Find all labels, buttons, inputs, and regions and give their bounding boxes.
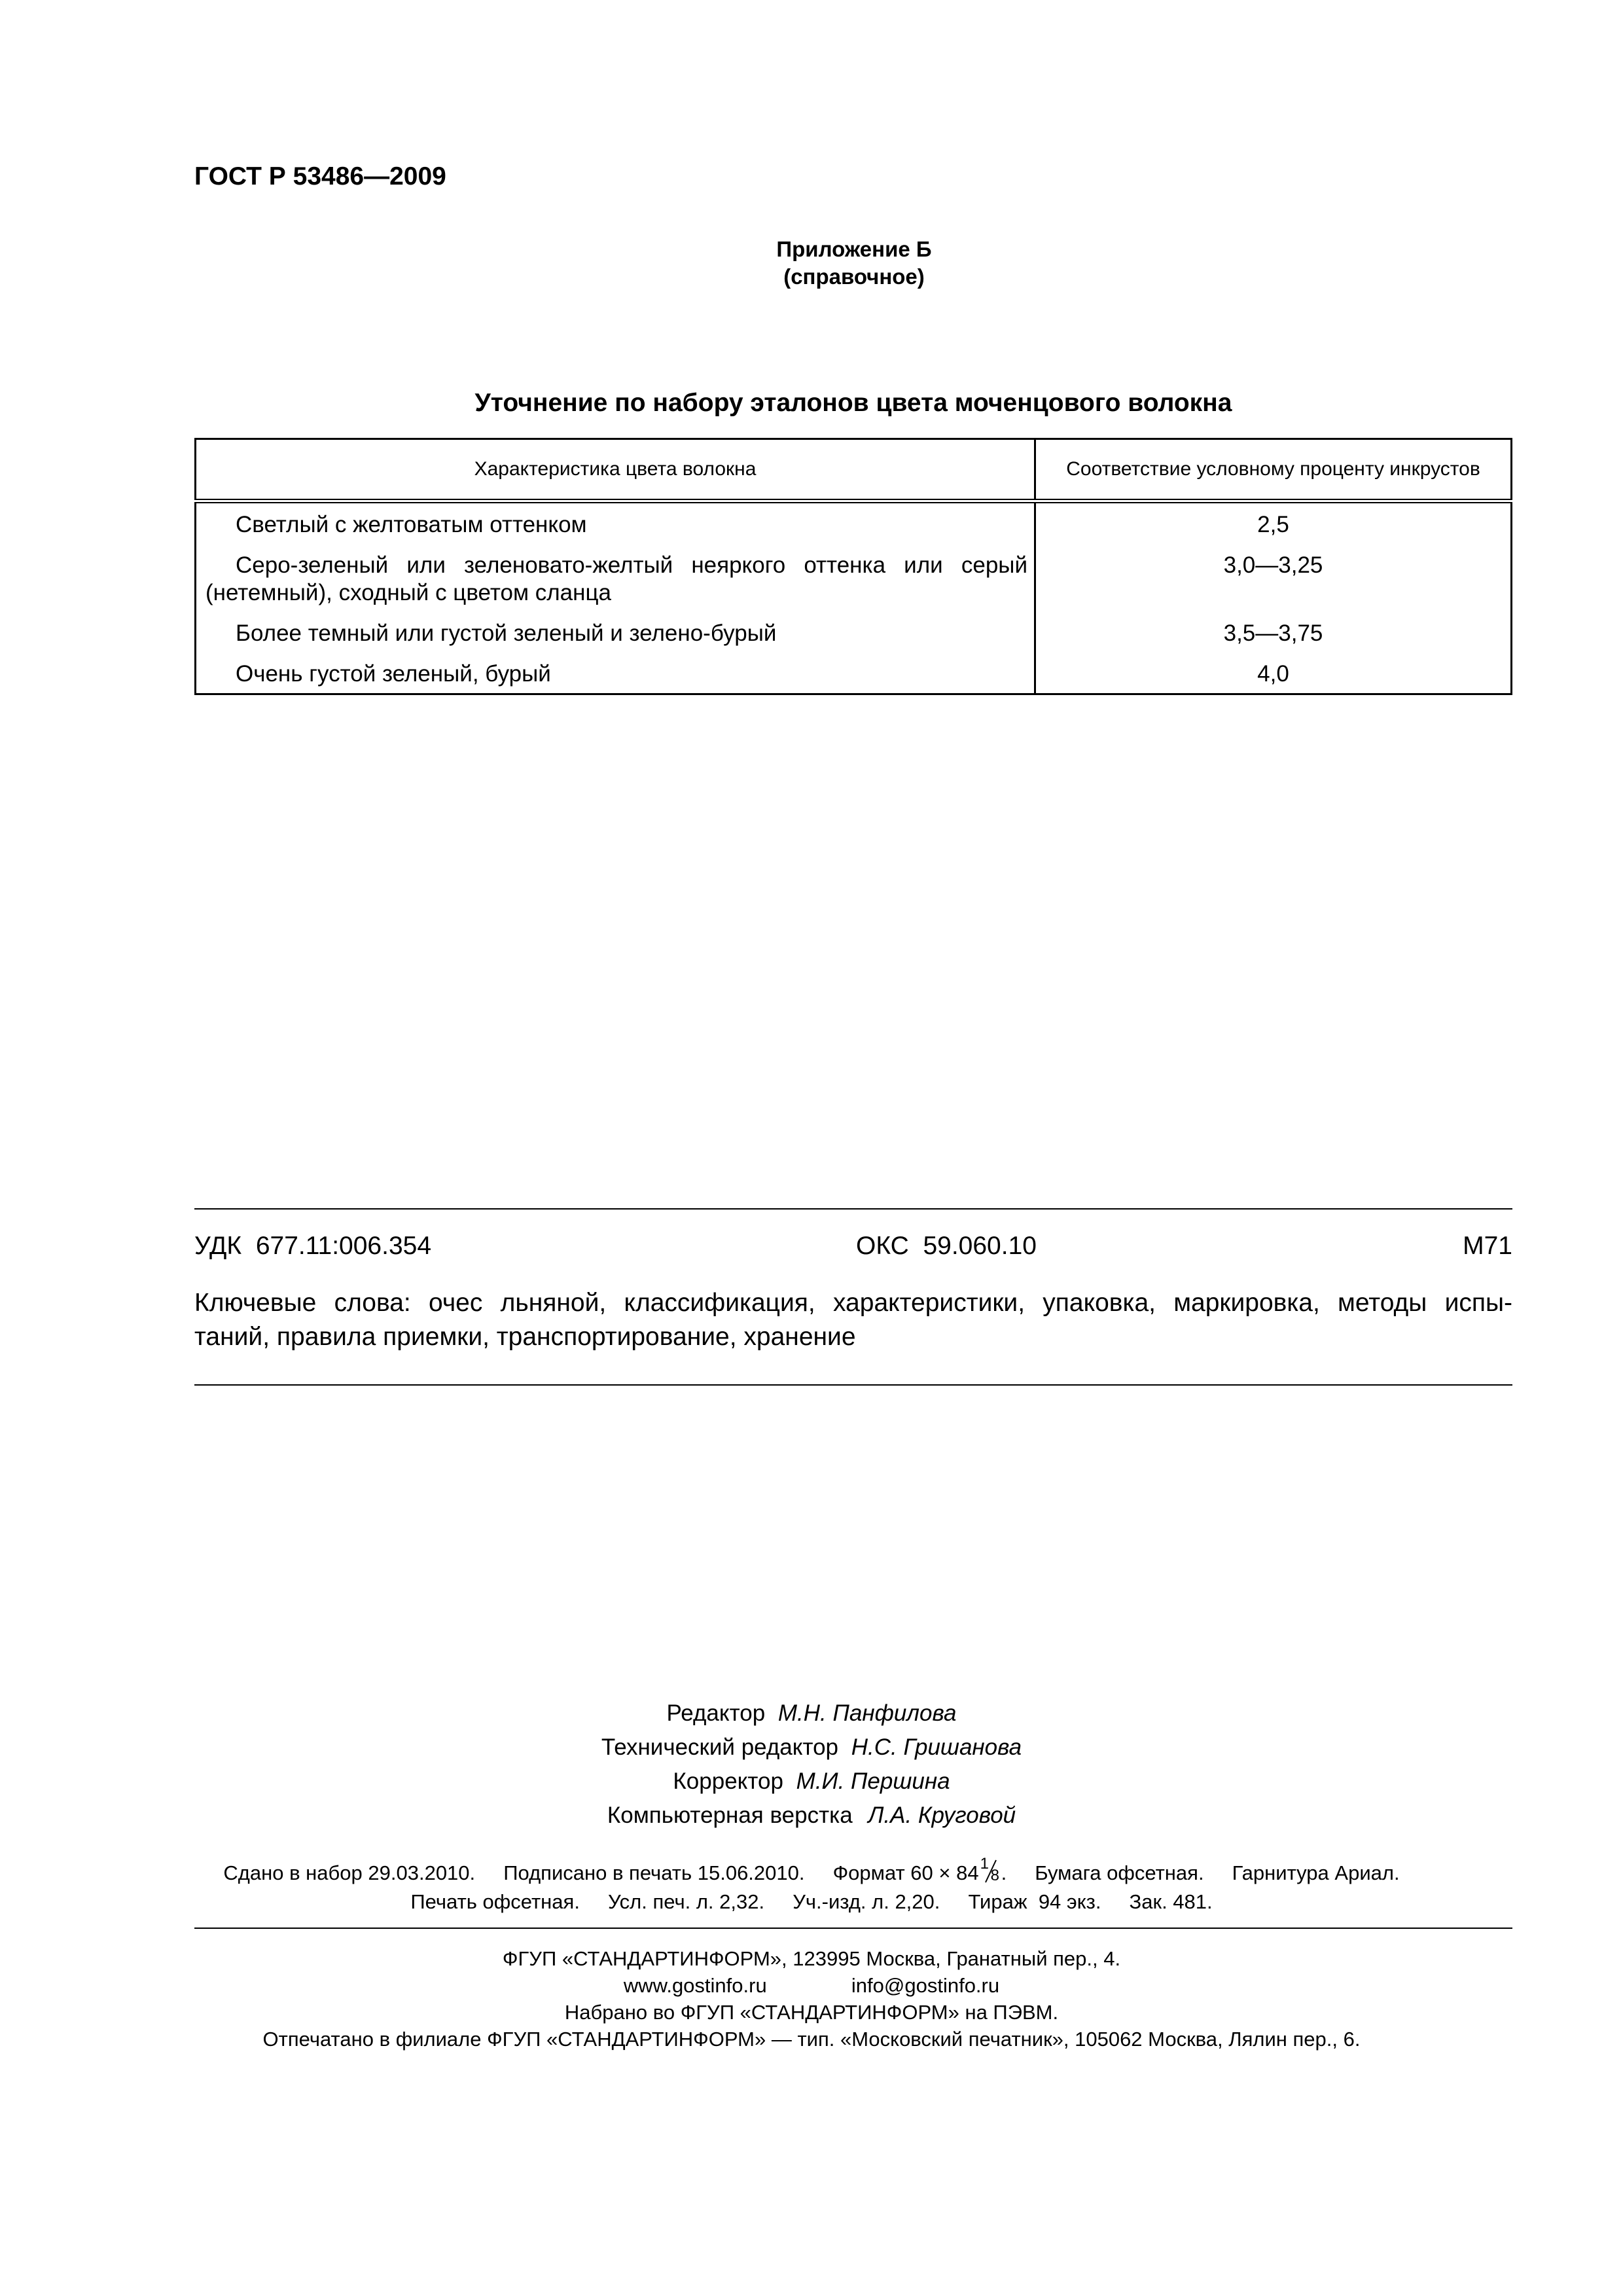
- document-code: ГОСТ Р 53486—2009: [194, 162, 446, 190]
- color-cell: Более темный или густой зеленый и зелено-бурый: [196, 620, 1035, 660]
- layout-name: Л.А. Круговой: [868, 1803, 1016, 1828]
- table-header-row: [196, 439, 1512, 501]
- printed-note: Отпечатано в филиале ФГУП «СТАНДАРТИНФОРМ» — тип. «Московский печатник», 105062 Москва, Лялин пер., 6.: [262, 2028, 1361, 2051]
- print-run: Тираж 94 экз.: [968, 1890, 1101, 1913]
- typeface: Гарнитура Ариал.: [1232, 1861, 1400, 1884]
- publication-line-1: Сдано в набор 29.03.2010. Подписано в печать 15.06.2010. Формат 60 × 84 1 8 . Бумага офсетная. Гарнитура Ариал.: [223, 1855, 1400, 1884]
- submitted-date: Сдано в набор 29.03.2010.: [223, 1861, 476, 1884]
- typeset-note: Набрано во ФГУП «СТАНДАРТИНФОРМ» на ПЭВМ.: [564, 2001, 1059, 2024]
- appendix-subtitle: (справочное): [783, 264, 925, 289]
- table-row: [196, 552, 1512, 620]
- editor-name: М.Н. Панфилова: [777, 1700, 957, 1726]
- credit-editor: [0, 1700, 1623, 1727]
- column-header-percent: Соответствие условному проценту инкрустов: [1035, 439, 1512, 501]
- format-fraction: 1 8: [980, 1855, 999, 1884]
- signed-date: Подписано в печать 15.06.2010.: [503, 1861, 805, 1884]
- keywords-line-2: таний, правила приемки, транспортирование, хранение: [194, 1323, 856, 1351]
- appendix-title: Приложение Б: [776, 237, 932, 261]
- divider-publisher: [194, 1928, 1512, 1929]
- credit-layout: [0, 1803, 1623, 1829]
- publisher-contacts: [0, 1974, 1623, 1998]
- table-title: Уточнение по набору эталонов цвета моченцового волокна: [474, 389, 1232, 417]
- percent-cell: 4,0: [1257, 661, 1289, 687]
- table-row: [196, 660, 1512, 694]
- email-link[interactable]: info@gostinfo.ru: [851, 1974, 1000, 1997]
- corrector-label: Корректор: [673, 1768, 783, 1794]
- credit-corrector: [0, 1768, 1623, 1795]
- column-header-color: Характеристика цвета волокна: [196, 439, 1035, 501]
- publisher-address: ФГУП «СТАНДАРТИНФОРМ», 123995 Москва, Гранатный пер., 4.: [502, 1947, 1121, 1970]
- paper: Бумага офсетная.: [1035, 1861, 1204, 1884]
- credit-tech-editor: [0, 1734, 1623, 1761]
- print-sheets: Усл. печ. л. 2,32.: [608, 1890, 765, 1913]
- table-row: [196, 501, 1512, 552]
- color-standards-table: [194, 438, 1512, 695]
- classification-code: М71: [1463, 1232, 1512, 1260]
- table-row: [196, 620, 1512, 660]
- format: Формат 60 × 84: [832, 1861, 979, 1884]
- tech-editor-name: Н.С. Гришанова: [851, 1734, 1022, 1760]
- keywords: [194, 1286, 1512, 1354]
- color-cell: Светлый с желтоватым оттенком: [196, 501, 1035, 552]
- print-type: Печать офсетная.: [410, 1890, 580, 1913]
- color-cell: Очень густой зеленый, бурый: [196, 660, 1035, 694]
- order-number: Зак. 481.: [1129, 1890, 1213, 1913]
- percent-cell: 3,5—3,75: [1223, 620, 1323, 646]
- divider-keywords: [194, 1384, 1512, 1386]
- website-link[interactable]: www.gostinfo.ru: [623, 1974, 767, 1997]
- publication-line-2: [0, 1890, 1623, 1914]
- percent-cell: 3,0—3,25: [1223, 552, 1323, 578]
- keywords-line-1: Ключевые слова: очес льняной, классификация, характеристики, упаковка, маркировка, методы испы-: [194, 1289, 1512, 1317]
- percent-cell: 2,5: [1257, 512, 1289, 537]
- layout-label: Компьютерная верстка: [607, 1803, 853, 1828]
- corrector-name: М.И. Першина: [796, 1768, 950, 1794]
- divider-top: [194, 1208, 1512, 1210]
- edition-sheets: Уч.-изд. л. 2,20.: [793, 1890, 940, 1913]
- color-cell: Серо-зеленый или зеленовато-желтый неяркого оттенка или серый (нетемный), сходный с цветом сланца: [196, 552, 1035, 620]
- oks-code: ОКС 59.060.10: [856, 1232, 1037, 1260]
- udk-code: УДК 677.11:006.354: [194, 1232, 432, 1260]
- editor-label: Редактор: [666, 1700, 766, 1726]
- tech-editor-label: Технический редактор: [601, 1734, 839, 1760]
